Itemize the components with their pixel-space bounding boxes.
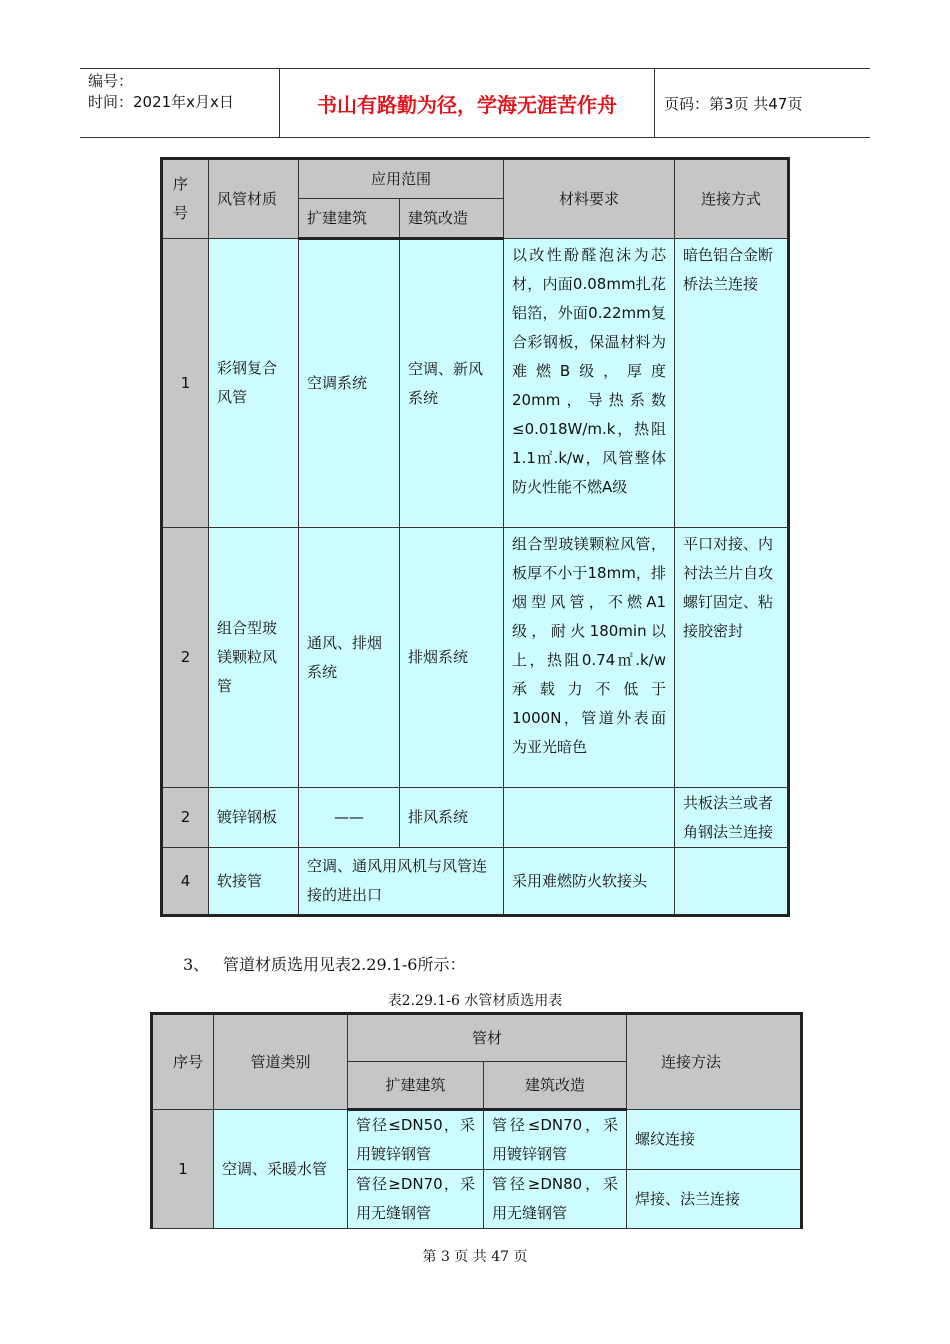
- header-meta: [80, 69, 280, 137]
- table-caption: 表2.29.1-6 水管材质选用表: [387, 993, 563, 1009]
- table-header-row: [162, 159, 789, 199]
- header-material: 风管材质: [209, 159, 299, 239]
- document-number-label: 编号：: [88, 72, 134, 90]
- cell-new-build: 空调系统: [299, 239, 400, 528]
- cell-seq: 1: [162, 239, 209, 528]
- table-row: [162, 528, 789, 788]
- table-header-row: [152, 1014, 802, 1062]
- body-paragraph: [183, 952, 465, 975]
- cell-scope-merged: 空调、通风用风机与风管连接的进出口: [299, 848, 504, 916]
- header-category: 管道类别: [214, 1014, 348, 1110]
- cell-connection: 暗色铝合金断桥法兰连接: [675, 239, 789, 528]
- header-motto: 书山有路勤为径，学海无涯苦作舟: [280, 69, 655, 137]
- header-connection: 连接方式: [675, 159, 789, 239]
- header-renovation: 建筑改造: [484, 1062, 627, 1110]
- header-scope: 应用范围: [299, 159, 504, 199]
- cell-material: 彩钢复合风管: [209, 239, 299, 528]
- cell-material: 软接管: [209, 848, 299, 916]
- header-new-build: 扩建建筑: [299, 199, 400, 239]
- header-new-build: 扩建建筑: [348, 1062, 484, 1110]
- cell-requirement: 采用难燃防火软接头: [504, 848, 675, 916]
- table-row: [162, 239, 789, 528]
- cell-requirement: [504, 788, 675, 848]
- header-seq: 序号: [162, 159, 209, 239]
- cell-connection: 平口对接、内衬法兰片自攻螺钉固定、粘接胶密封: [675, 528, 789, 788]
- table-row: [152, 1110, 802, 1170]
- cell-material: 镀锌钢板: [209, 788, 299, 848]
- cell-new-build: 管径≤DN50，采用镀锌钢管: [348, 1110, 484, 1170]
- cell-new-build: 管径≥DN70，采用无缝钢管: [348, 1170, 484, 1229]
- header-connection: 连接方法: [627, 1014, 802, 1110]
- pipe-material-table: [150, 1012, 803, 1229]
- cell-connection: [675, 848, 789, 916]
- page-footer: 第 3 页 共 47 页: [422, 1249, 528, 1265]
- cell-requirement: 以改性酚醛泡沫为芯材，内面0.08mm扎花铝箔，外面0.22mm复合彩钢板，保温材料为难燃B级，厚度20mm，导热系数≤0.018W/m.k，热阻1.1㎡.k/w，风管整体防火性能不燃A级: [504, 239, 675, 528]
- cell-renovation: 管径≤DN70，采用镀锌钢管: [484, 1110, 627, 1170]
- cell-seq: 4: [162, 848, 209, 916]
- header-page-label: 页码：第3页 共47页: [664, 94, 803, 113]
- cell-new-build: ——: [299, 788, 400, 848]
- header-seq: 序号: [152, 1014, 214, 1110]
- header-requirement: 材料要求: [504, 159, 675, 239]
- page-header: [80, 68, 870, 138]
- paragraph-number: 3、: [183, 955, 210, 974]
- cell-connection: 螺纹连接: [627, 1110, 802, 1170]
- paragraph-text: 管道材质选用见表2.29.1-6所示：: [223, 955, 466, 974]
- cell-requirement: 组合型玻镁颗粒风管，板厚不小于18mm，排烟型风管，不燃A1级，耐火180min以上，热阻0.74㎡.k/w承载力不低于1000N，管道外表面为亚光暗色: [504, 528, 675, 788]
- cell-renovation: 排烟系统: [400, 528, 504, 788]
- cell-category: 空调、采暖水管: [214, 1110, 348, 1229]
- cell-renovation: 管径≥DN80，采用无缝钢管: [484, 1170, 627, 1229]
- cell-connection: 共板法兰或者角钢法兰连接: [675, 788, 789, 848]
- cell-seq: 2: [162, 528, 209, 788]
- cell-connection: 焊接、法兰连接: [627, 1170, 802, 1229]
- table-row: [162, 848, 789, 916]
- document-time-label: 时间：2021年x月x日: [88, 93, 234, 111]
- cell-material: 组合型玻镁颗粒风管: [209, 528, 299, 788]
- duct-material-table: [160, 157, 790, 917]
- header-pipe: 管材: [348, 1014, 627, 1062]
- cell-renovation: 排风系统: [400, 788, 504, 848]
- cell-seq: 1: [152, 1110, 214, 1229]
- cell-renovation: 空调、新风系统: [400, 239, 504, 528]
- cell-seq: 2: [162, 788, 209, 848]
- header-renovation: 建筑改造: [400, 199, 504, 239]
- table-row: [162, 788, 789, 848]
- cell-new-build: 通风、排烟系统: [299, 528, 400, 788]
